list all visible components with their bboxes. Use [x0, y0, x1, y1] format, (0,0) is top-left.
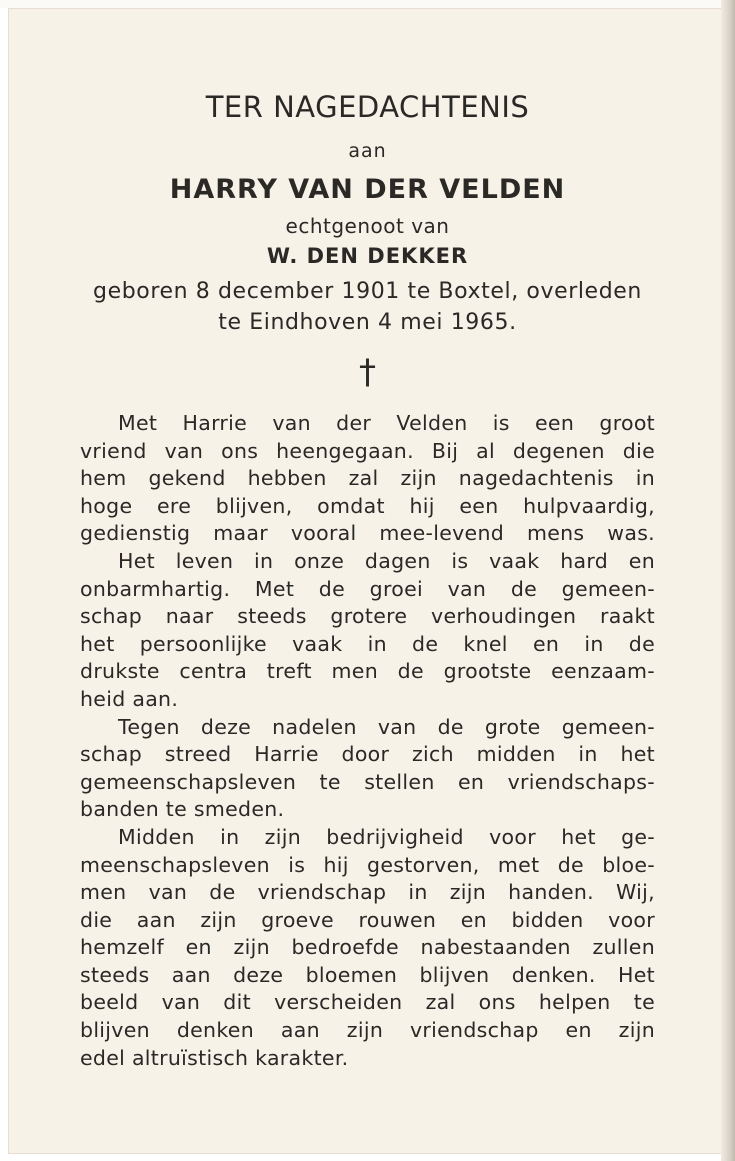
text-line: schap naar steeds grotere verhoudingen raakt: [80, 604, 655, 629]
text-line: blijven denken aan zijn vriendschap en zijn: [80, 1018, 655, 1043]
memorial-text: [80, 410, 655, 1072]
text-line: het persoonlijke vaak in de knel en in de: [80, 631, 655, 656]
text-line: Het leven in onze dagen is vaak hard en: [118, 548, 655, 573]
text-line: drukste centra treft men de grootste eenzaam-: [80, 659, 655, 684]
deceased-name: HARRY VAN DER VELDEN: [169, 174, 566, 205]
text-line: hemzelf en zijn bedroefde nabestaanden zullen: [80, 935, 655, 960]
text-line: gemeenschapsleven te stellen en vriendschaps-: [80, 769, 655, 794]
dedication-word: aan: [348, 140, 387, 162]
text-line: hoge ere blijven, omdat hij een hulpvaardig,: [80, 493, 655, 518]
text-line: hem gekend hebben zal zijn nagedachtenis in: [80, 466, 655, 491]
text-line: men van de vriendschap in zijn handen. Wij,: [80, 880, 655, 905]
text-line: beeld van dit verscheiden zal ons helpen te: [80, 990, 655, 1015]
life-dates-line-1: geboren 8 december 1901 te Boxtel, overleden: [93, 279, 642, 304]
page-top-edge: [0, 0, 735, 8]
text-line: heid aan.: [80, 686, 179, 711]
text-line: onbarmhartig. Met de groei van de gemeen-: [80, 576, 655, 601]
spouse-label: echtgenoot van: [285, 214, 450, 238]
spouse-name: W. DEN DEKKER: [266, 244, 469, 268]
text-line: vriend van ons heengegaan. Bij al degenen die: [80, 438, 655, 463]
text-line: edel altruïstisch karakter.: [80, 1045, 349, 1070]
text-line: banden te smeden.: [80, 797, 285, 822]
text-line: Tegen deze nadelen van de grote gemeen-: [118, 714, 655, 739]
card-title: TER NAGEDACHTENIS: [205, 90, 530, 124]
text-line: meenschapsleven is hij gestorven, met de bloe-: [80, 852, 655, 877]
text-line: schap streed Harrie door zich midden in het: [80, 742, 655, 767]
life-dates-line-2: te Eindhoven 4 mei 1965.: [218, 310, 517, 335]
cross-icon: †: [359, 352, 376, 392]
text-line: Midden in zijn bedrijvigheid voor het ge-: [118, 824, 655, 849]
text-line: die aan zijn groeve rouwen en bidden voor: [80, 907, 655, 932]
text-line: steeds aan deze bloemen blijven denken. Het: [80, 962, 655, 987]
text-line: Met Harrie van der Velden is een groot: [118, 411, 655, 435]
text-line: gedienstig maar vooral mee-levend mens was.: [80, 521, 655, 546]
